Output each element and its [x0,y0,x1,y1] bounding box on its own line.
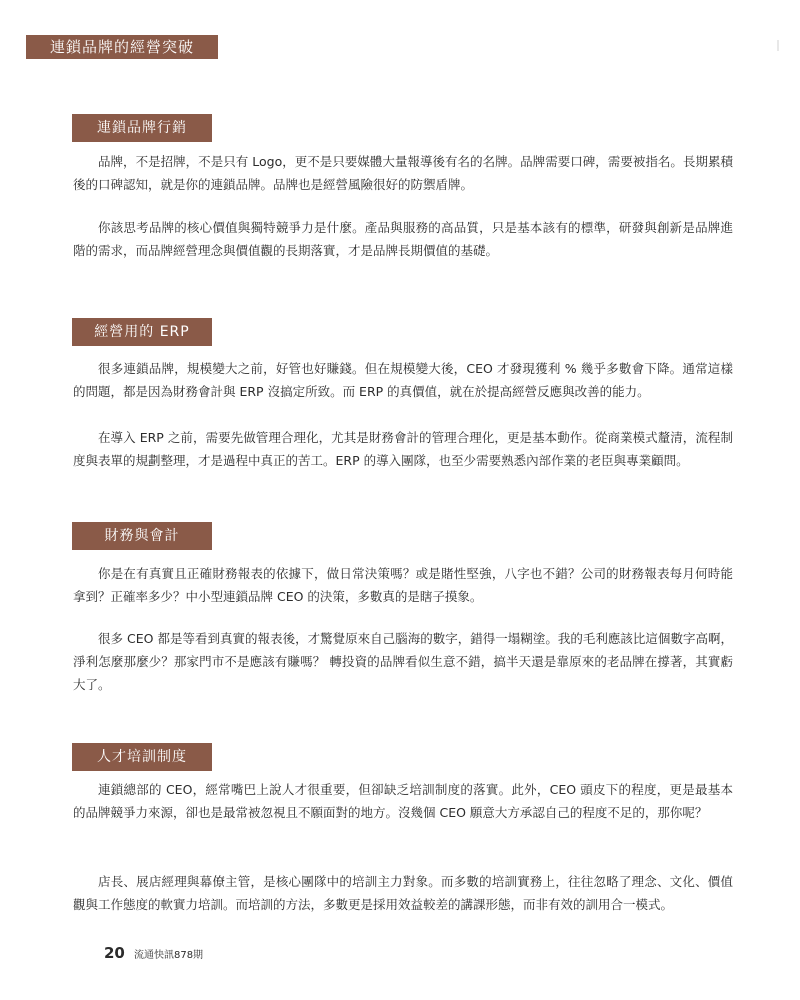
section-heading-training: 人才培訓制度 [72,743,212,771]
page-number: 20 [104,944,125,962]
section-heading-finance: 財務與會計 [72,522,212,550]
paragraph: 店長、展店經理與幕僚主管，是核心團隊中的培訓主力對象。而多數的培訓實務上，往往忽略了理念、文化、價值觀與工作態度的軟實力培訓。而培訓的方法，多數更是採用效益較差的講課形態，而非有效的訓用合一模式。 [73,874,733,912]
page-title: 連鎖品牌的經營突破 [26,35,218,59]
paragraph: 你該思考品牌的核心價值與獨特競爭力是什麼。產品與服務的高品質，只是基本該有的標準，研發與創新是品牌進階的需求，而品牌經營理念與價值觀的長期落實，才是品牌長期價值的基礎。 [73,220,733,258]
paragraph: 在導入 ERP 之前，需要先做管理合理化，尤其是財務會計的管理合理化，更是基本動作。從商業模式釐清，流程制度與表單的規劃整理，才是過程中真正的苦工。ERP 的導入團隊，也至少需要熟悉內部作業的老臣與專業顧問。 [73,430,733,468]
footer [104,943,203,962]
section-heading-erp: 經營用的 ERP [72,318,212,346]
paragraph: 你是在有真實且正確財務報表的依據下，做日常決策嗎？或是賭性堅強，八字也不錯？公司的財務報表每月何時能拿到？正確率多少？中小型連鎖品牌 CEO 的決策，多數真的是瞎子摸象。 [73,566,733,604]
paragraph: 很多 CEO 都是等看到真實的報表後，才驚覺原來自己腦海的數字，錯得一塌糊塗。我的毛利應該比這個數字高啊，淨利怎麼那麼少？那家門市不是應該有賺嗎？ 轉投資的品牌看似生意不錯，搞半天還是靠原來的老品牌在撐著，其實虧大了。 [73,631,733,692]
publication-name: 流通快訊878期 [133,950,204,961]
paragraph: 很多連鎖品牌，規模變大之前，好管也好賺錢。但在規模變大後，CEO 才發現獲利 % 幾乎多數會下降。通常這樣的問題，都是因為財務會計與 ERP 沒搞定所致。而 ERP 的真價值，就在於提高經營反應與改善的能力。 [73,361,733,399]
corner-mark [777,40,779,51]
section-heading-brand-marketing: 連鎖品牌行銷 [72,114,212,142]
paragraph: 連鎖總部的 CEO，經常嘴巴上說人才很重要，但卻缺乏培訓制度的落實。此外，CEO 頭皮下的程度，更是最基本的品牌競爭力來源，卻也是最常被忽視且不願面對的地方。沒幾個 CEO 願意大方承認自己的程度不足的，那你呢？ [73,782,733,820]
paragraph: 品牌，不是招牌，不是只有 Logo，更不是只要媒體大量報導後有名的名牌。品牌需要口碑，需要被指名。長期累積後的口碑認知，就是你的連鎖品牌。品牌也是經營風險很好的防禦盾牌。 [73,154,733,192]
